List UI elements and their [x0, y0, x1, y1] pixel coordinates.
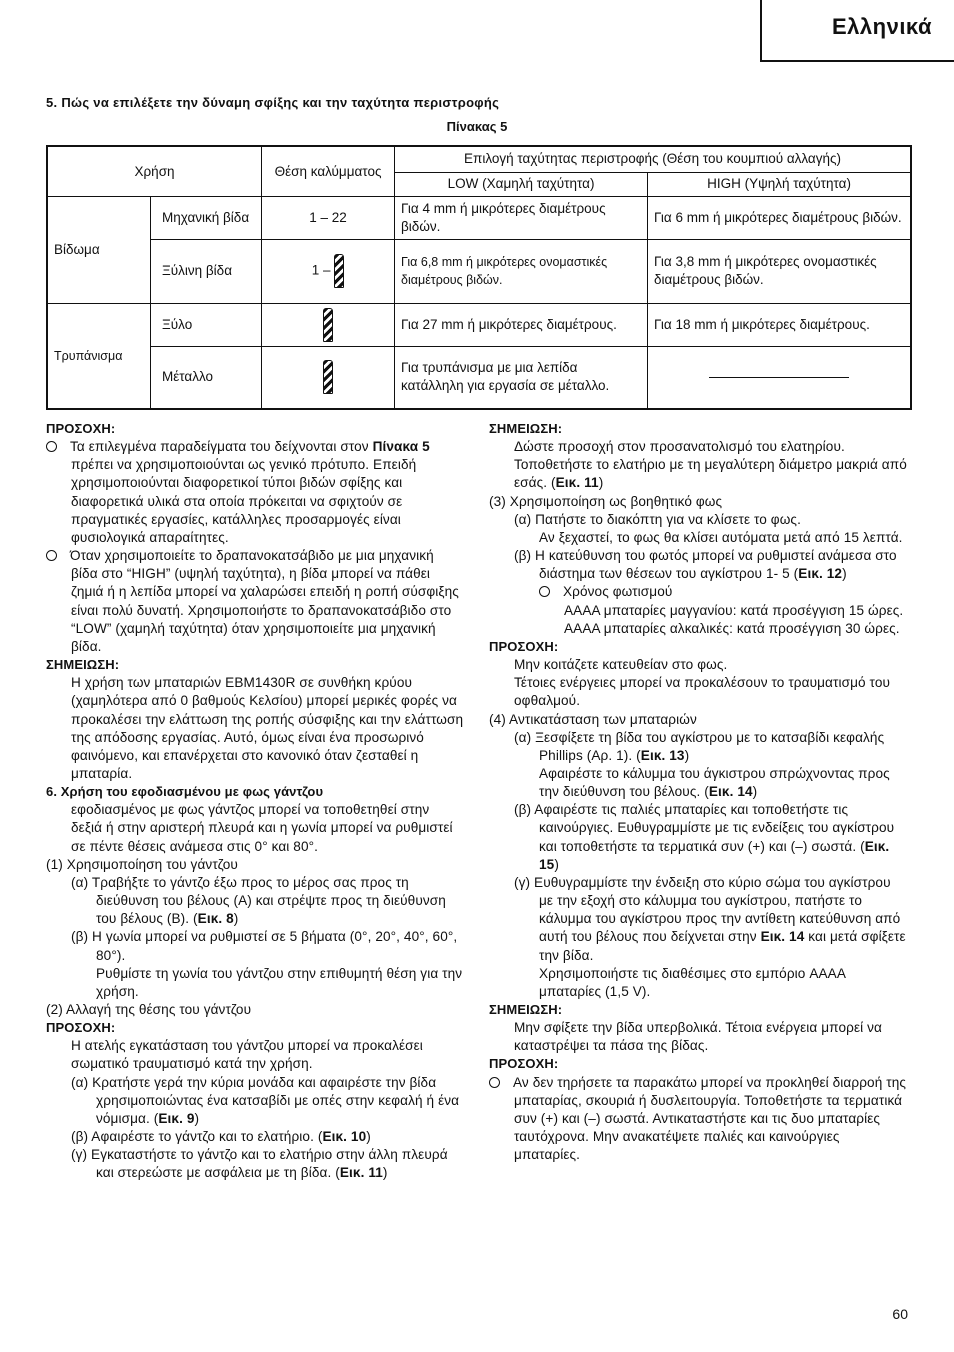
header-position: Θέση καλύμματος: [262, 146, 395, 197]
row-machine-screw: Μηχανική βίδα: [151, 197, 262, 239]
bullet-circle-icon: [46, 550, 57, 561]
step: (α) Πατήστε το διακόπτη για να κλίσετε το φως.: [514, 511, 801, 527]
section-6-text: εφοδιασμένος με φως γάντζος μπορεί να τοποθετηθεί στην δεξιά ή στην αριστερή πλευρά και η γωνία μπορεί να ρυθμιστεί σε πέντε θέσεις ανάμεσα στις 0° και 80°.: [71, 802, 453, 854]
header-speed: Επιλογή ταχύτητας περιστροφής (Θέση του κουμπιού αλλαγής): [395, 146, 911, 172]
caution-heading: ΠΡΟΣΟΧΗ:: [46, 421, 116, 436]
subsection-4: (4) Αντικατάσταση των μπαταριών: [489, 711, 697, 727]
subsection-2: (2) Αλλαγή της θέσης του γάντζου: [46, 1002, 252, 1017]
caution-heading: ΠΡΟΣΟΧΗ:: [489, 638, 559, 654]
row-wood-screw-position: 1 –: [311, 262, 331, 278]
header-low: LOW (Χαμηλή ταχύτητα): [395, 172, 648, 196]
section-6-title: 6. Χρήση του εφοδιασμένου με φως γάντζου: [46, 784, 324, 800]
step-continued: Αφαιρέστε το κάλυμμα του άγκιστρου σπρώχνοντας προς την διεύθυνση του βέλους. (Εικ. 14): [539, 765, 890, 800]
group-screwing: Βίδωμα: [47, 197, 151, 304]
caution-text: Η ατελής εγκατάσταση του γάντζου μπορεί να προκαλέσει σωματικό τραυματισμό κατά την χρήση.: [71, 1038, 423, 1072]
caution-item: Όταν χρησιμοποιείτε το δραπανοκατσάβιδο με μια μηχανική βίδα στο “HIGH” (υψηλή ταχύτητα), η βίδα μπορεί να πάθει ζημιά ή η λεπίδα μπορεί να χαλαρώσει επειδή η ροπή σύσφιξης είναι πολύ δυνατή. Χρησιμοποιήστε το δραπανοκατσάβιδο στο “LOW” (χαμηλή ταχύτητα) όταν χρησιμοποιείτε μια μηχανική βίδα.: [46, 547, 464, 656]
drill-bit-icon: [323, 308, 333, 342]
caution-text: Μην κοιτάζετε κατευθείαν στο φως.: [514, 657, 728, 673]
row-machine-screw-high: Για 6 mm ή μικρότερες διαμέτρους βιδών.: [648, 197, 911, 239]
step: (α) Ξεσφίξετε τη βίδα του αγκίστρου με το κατσαβίδι κεφαλής Phillips (Αρ. 1). (Εικ. 13): [514, 729, 885, 763]
row-metal-high: [648, 346, 911, 409]
step: (β) Αφαιρέστε τις παλιές μπαταρίες και τοποθετήστε τις καινούργιες. Ευθυγραμμίστε με τις ενδείξεις του αγκίστρου και τοποθετήστε τα τερματικά συν (+) και (–) σωστά. (Εικ. 15): [514, 802, 895, 872]
table-caption: Πίνακας 5: [446, 119, 508, 134]
group-drilling: Τρυπάνισμα: [47, 304, 151, 409]
page-number: 60: [892, 1306, 908, 1322]
subsection-1: (1) Χρησιμοποίηση του γάντζου: [46, 856, 238, 872]
manganese-batteries: AAAA μπαταρίες μαγγανίου: κατά προσέγγιση 15 ώρες.: [564, 602, 904, 618]
step: (β) Αφαιρέστε το γάντζο και το ελατήριο. (Εικ. 10): [71, 1129, 371, 1145]
row-wood-screw-low: Για 6,8 mm ή μικρότερες ονομαστικές διαμέτρους βιδών.: [395, 239, 648, 304]
row-machine-screw-low: Για 4 mm ή μικρότερες διαμέτρους βιδών.: [395, 197, 648, 239]
empty-dash: [709, 377, 849, 378]
note-heading: ΣΗΜΕΙΩΣΗ:: [489, 1002, 563, 1017]
section-5-title: 5. Πώς να επιλέξετε την δύναμη σφίξης και την ταχύτητα περιστροφής: [46, 95, 500, 110]
row-wood-low: Για 27 mm ή μικρότερες διαμέτρους.: [395, 304, 648, 346]
caution-heading: ΠΡΟΣΟΧΗ:: [46, 1020, 116, 1036]
drill-bit-icon: [334, 254, 344, 288]
note-text: Η χρήση των μπαταριών EBM1430R σε συνθήκη κρύου (χαμηλότερα από 0 βαθμούς Κελσίου) μπορεί μερικές φορές να προκαλέσει την ελάττωση της ροπής σύσφιξης και την ελάττωση της απόδοσης εργασίας. Αυτό, όμως είναι ένα προσωρινό φαινόμενο, και επανέρχεται στο κανονικό όταν ζεσταθεί η μπαταρία.: [71, 675, 464, 781]
row-metal: Μέταλλο: [151, 346, 262, 409]
note-heading: ΣΗΜΕΙΩΣΗ:: [46, 657, 120, 673]
alkaline-batteries: AAAA μπαταρίες αλκαλικές: κατά προσέγγιση 30 ώρες.: [564, 620, 900, 636]
language-label: Ελληνικά: [832, 14, 932, 39]
caution-heading: ΠΡΟΣΟΧΗ:: [489, 1056, 559, 1072]
step-continued: Ρυθμίστε τη γωνία του γάντζου στην επιθυμητή θέση για την χρήση.: [96, 965, 463, 999]
step: (β) Η κατεύθυνση του φωτός μπορεί να ρυθμιστεί ανάμεσα στο διάστημα των θέσεων του αγκίστρου 1- 5 (Εικ. 12): [514, 548, 897, 582]
left-column: [46, 420, 464, 1183]
light-time-item: Χρόνος φωτισμού: [489, 583, 908, 601]
row-wood-high: Για 18 mm ή μικρότερες διαμέτρους.: [648, 304, 911, 346]
header-high: HIGH (Υψηλή ταχύτητα): [648, 172, 911, 196]
row-wood-screw-high: Για 3,8 mm ή μικρότερες ονομαστικές διαμέτρους βιδών.: [648, 239, 911, 304]
subsection-3: (3) Χρησιμοποίηση ως βοηθητικό φως: [489, 493, 723, 509]
step: (γ) Εγκαταστήστε το γάντζο και το ελατήριο στην άλλη πλευρά και στερεώστε με ασφάλεια με τη βίδα. (Εικ. 11): [71, 1147, 448, 1181]
header-use: Χρήση: [47, 146, 262, 197]
right-column: [489, 420, 908, 1164]
bullet-circle-icon: [489, 1077, 500, 1088]
table-5: [46, 145, 912, 410]
step: (α) Τραβήξτε το γάντζο έξω προς το μέρος σας προς τη διεύθυνση του βέλους (A) και στρέψτε προς τη διεύθυνση του βέλους (B). (Εικ. 8): [71, 874, 446, 927]
drill-bit-icon: [323, 360, 333, 394]
caution-item: Αν δεν τηρήσετε τα παρακάτω μπορεί να προκληθεί διαρροή της μπαταρίας, σκουριά ή δυσλειτουργία. Τοποθετήστε τα τερματικά συν (+) και (–) σωστά. Αντικαταστήστε και τις δυο μπαταρίες ταυτόχρονα. Μην ανακατέψετε παλιές και καινούργιες μπαταρίες.: [489, 1074, 908, 1165]
note-heading: ΣΗΜΕΙΩΣΗ:: [489, 421, 563, 436]
row-machine-screw-position: 1 – 22: [262, 197, 395, 239]
row-metal-low: Για τρυπάνισμα με μια λεπίδα κατάλληλη για εργασία σε μέταλλο.: [395, 346, 648, 409]
note-text: Δώστε προσοχή στον προσανατολισμό του ελατηρίου. Τοποθετήστε το ελατήριο με τη μεγαλύτερη διάμετρο μακριά από εσάς. (Εικ. 11): [514, 439, 907, 491]
bullet-circle-icon: [46, 441, 57, 452]
step: (γ) Ευθυγραμμίστε την ένδειξη στο κύριο σώμα του αγκίστρου με την εξοχή στο κάλυμμα του αγκίστρου, πατήστε το κάλυμμα του αγκίστρου προς την αντίθετη κατεύθυνση από αυτή του βέλους που δείχνεται στην Εικ. 14 και μετά σφίξετε την βίδα.: [514, 874, 906, 963]
step: (β) Η γωνία μπορεί να ρυθμιστεί σε 5 βήματα (0°, 20°, 40°, 60°, 80°).: [71, 929, 458, 963]
step-continued: Αν ξεχαστεί, το φως θα κλίσει αυτόματα μετά από 15 λεπτά.: [539, 529, 903, 545]
bullet-circle-icon: [539, 586, 550, 597]
caution-text: Τέτοιες ενέργειες μπορεί να προκαλέσουν το τραυματισμό του οφθαλμού.: [514, 675, 891, 709]
step-continued: Χρησιμοποιήστε τις διαθέσιμες στο εμπόριο AAAA μπαταρίες (1,5 V).: [539, 965, 846, 999]
row-wood-screw: Ξύλινη βίδα: [151, 239, 262, 304]
row-wood: Ξύλο: [151, 304, 262, 346]
note-text: Μην σφίξετε την βίδα υπερβολικά. Τέτοια ενέργεια μπορεί να καταστρέψει τα πάσα της βίδας.: [514, 1020, 882, 1054]
caution-item: Τα επιλεγμένα παραδείγματα του δείχνονται στον Πίνακα 5 πρέπει να χρησιμοποιούνται ως γενικό πρότυπο. Επειδή χρησιμοποιούνται διαφορετικοί τύποι βιδών σφίξης και διαφορετικά υλικά στα οποία πρόκειται να σφιχτούν σε πραγματικές εργασίες, κατάλληλες προσαρμογές είναι φυσιολογικά απαραίτητες.: [46, 438, 464, 547]
language-tab: [760, 0, 954, 62]
step: (α) Κρατήστε γερά την κύρια μονάδα και αφαιρέστε την βίδα χρησιμοποιώντας ένα κατσαβίδι με οπές στην κεφαλή ή ένα νόμισμα. (Εικ. 9): [71, 1074, 460, 1126]
